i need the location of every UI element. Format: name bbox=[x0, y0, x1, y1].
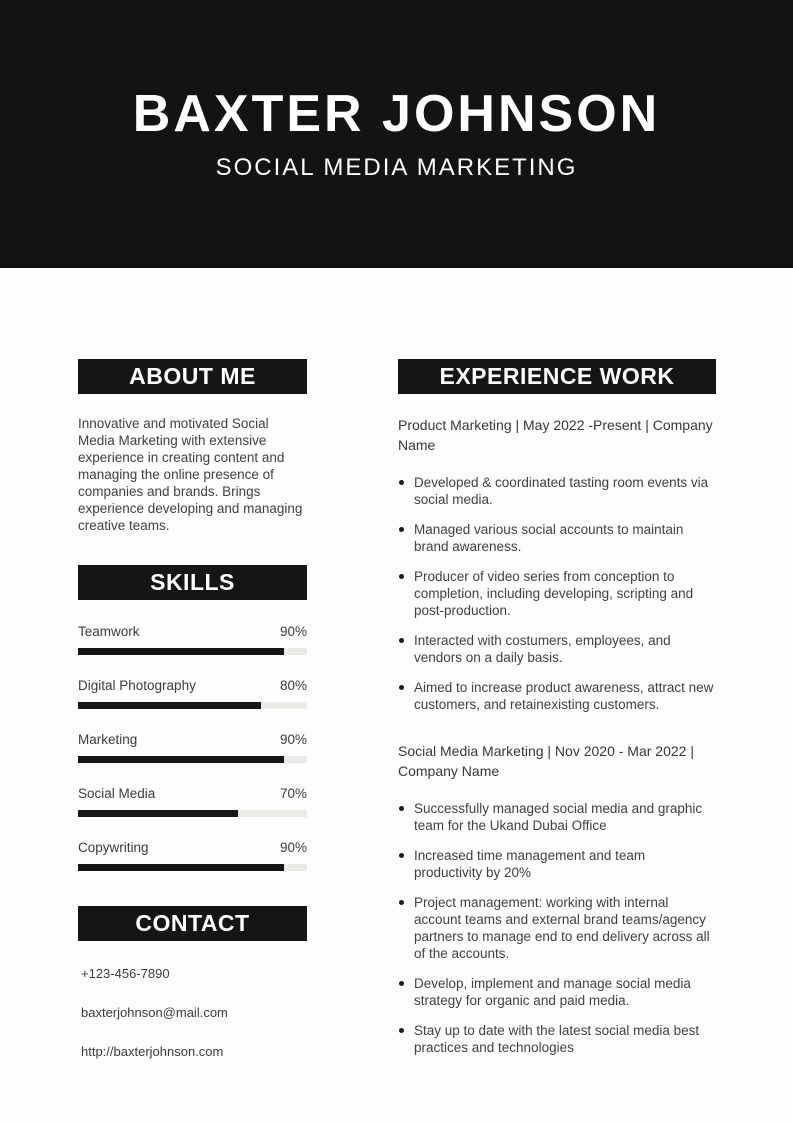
contact-phone: +123-456-7890 bbox=[81, 966, 170, 981]
skill-row bbox=[78, 678, 307, 709]
skill-progress-fill bbox=[78, 810, 238, 817]
contact-list bbox=[78, 966, 307, 1059]
job-heading: Product Marketing | May 2022 -Present | Company Name bbox=[398, 417, 713, 453]
section-title-about: ABOUT ME bbox=[78, 359, 307, 394]
skill-percent: 90% bbox=[279, 732, 307, 747]
skill-percent: 80% bbox=[279, 678, 307, 693]
section-title-skills: SKILLS bbox=[78, 565, 307, 600]
skill-row bbox=[78, 732, 307, 763]
section-title-contact: CONTACT bbox=[78, 906, 307, 941]
job-bullet: Managed various social accounts to maintain brand awareness. bbox=[398, 521, 716, 555]
skill-percent: 90% bbox=[279, 840, 307, 855]
job-bullet: Successfully managed social media and graphic team for the Ukand Dubai Office bbox=[398, 800, 716, 834]
skill-percent: 70% bbox=[279, 786, 307, 801]
skill-row bbox=[78, 840, 307, 871]
section-title-experience: EXPERIENCE WORK bbox=[398, 359, 716, 394]
skill-progress-track bbox=[78, 810, 307, 817]
job-bullet: Stay up to date with the latest social media best practices and technologies bbox=[398, 1022, 716, 1056]
skill-label: Marketing bbox=[78, 732, 138, 747]
skill-label: Digital Photography bbox=[78, 678, 196, 693]
right-column bbox=[398, 359, 716, 1083]
job-bullet: Developed & coordinated tasting room events via social media. bbox=[398, 474, 716, 508]
skill-progress-fill bbox=[78, 648, 284, 655]
job-bullet: Develop, implement and manage social media strategy for organic and paid media. bbox=[398, 975, 716, 1009]
job-bullet-list bbox=[398, 474, 716, 713]
job-bullet: Interacted with costumers, employees, and vendors on a daily basis. bbox=[398, 632, 716, 666]
skill-label: Social Media bbox=[78, 786, 156, 801]
skill-progress-track bbox=[78, 864, 307, 871]
contact-website: http://baxterjohnson.com bbox=[81, 1044, 224, 1059]
person-name: BAXTER JOHNSON bbox=[132, 85, 661, 143]
job-heading: Social Media Marketing | Nov 2020 - Mar 2022 | Company Name bbox=[398, 743, 694, 779]
job-bullet-list bbox=[398, 800, 716, 1056]
skills-list bbox=[78, 624, 307, 871]
skill-row bbox=[78, 624, 307, 655]
job-entry bbox=[398, 415, 716, 713]
job-bullet: Producer of video series from conception to completion, including developing, scripting and post-production. bbox=[398, 568, 716, 619]
skill-percent: 90% bbox=[279, 624, 307, 639]
skill-progress-track bbox=[78, 702, 307, 709]
skill-progress-track bbox=[78, 756, 307, 763]
contact-email: baxterjohnson@mail.com bbox=[81, 1005, 228, 1020]
left-column bbox=[78, 359, 307, 1083]
resume-header bbox=[0, 0, 793, 268]
skill-progress-fill bbox=[78, 864, 284, 871]
job-bullet: Aimed to increase product awareness, attract new customers, and retainexisting customers. bbox=[398, 679, 716, 713]
job-bullet: Increased time management and team productivity by 20% bbox=[398, 847, 716, 881]
job-bullet: Project management: working with internal account teams and external brand teams/agency partners to manage end to end delivery across all of the accounts. bbox=[398, 894, 716, 962]
skill-label: Copywriting bbox=[78, 840, 149, 855]
skill-progress-fill bbox=[78, 702, 261, 709]
skill-progress-track bbox=[78, 648, 307, 655]
skill-label: Teamwork bbox=[78, 624, 140, 639]
resume-body bbox=[0, 268, 793, 1083]
about-text: Innovative and motivated Social Media Marketing with extensive experience in creating content and managing the online presence of companies and brands. Brings experience developing and managing creative teams. bbox=[78, 416, 303, 533]
skill-row bbox=[78, 786, 307, 817]
skill-progress-fill bbox=[78, 756, 284, 763]
person-role-subtitle: SOCIAL MEDIA MARKETING bbox=[215, 154, 578, 181]
job-entry bbox=[398, 741, 716, 1056]
